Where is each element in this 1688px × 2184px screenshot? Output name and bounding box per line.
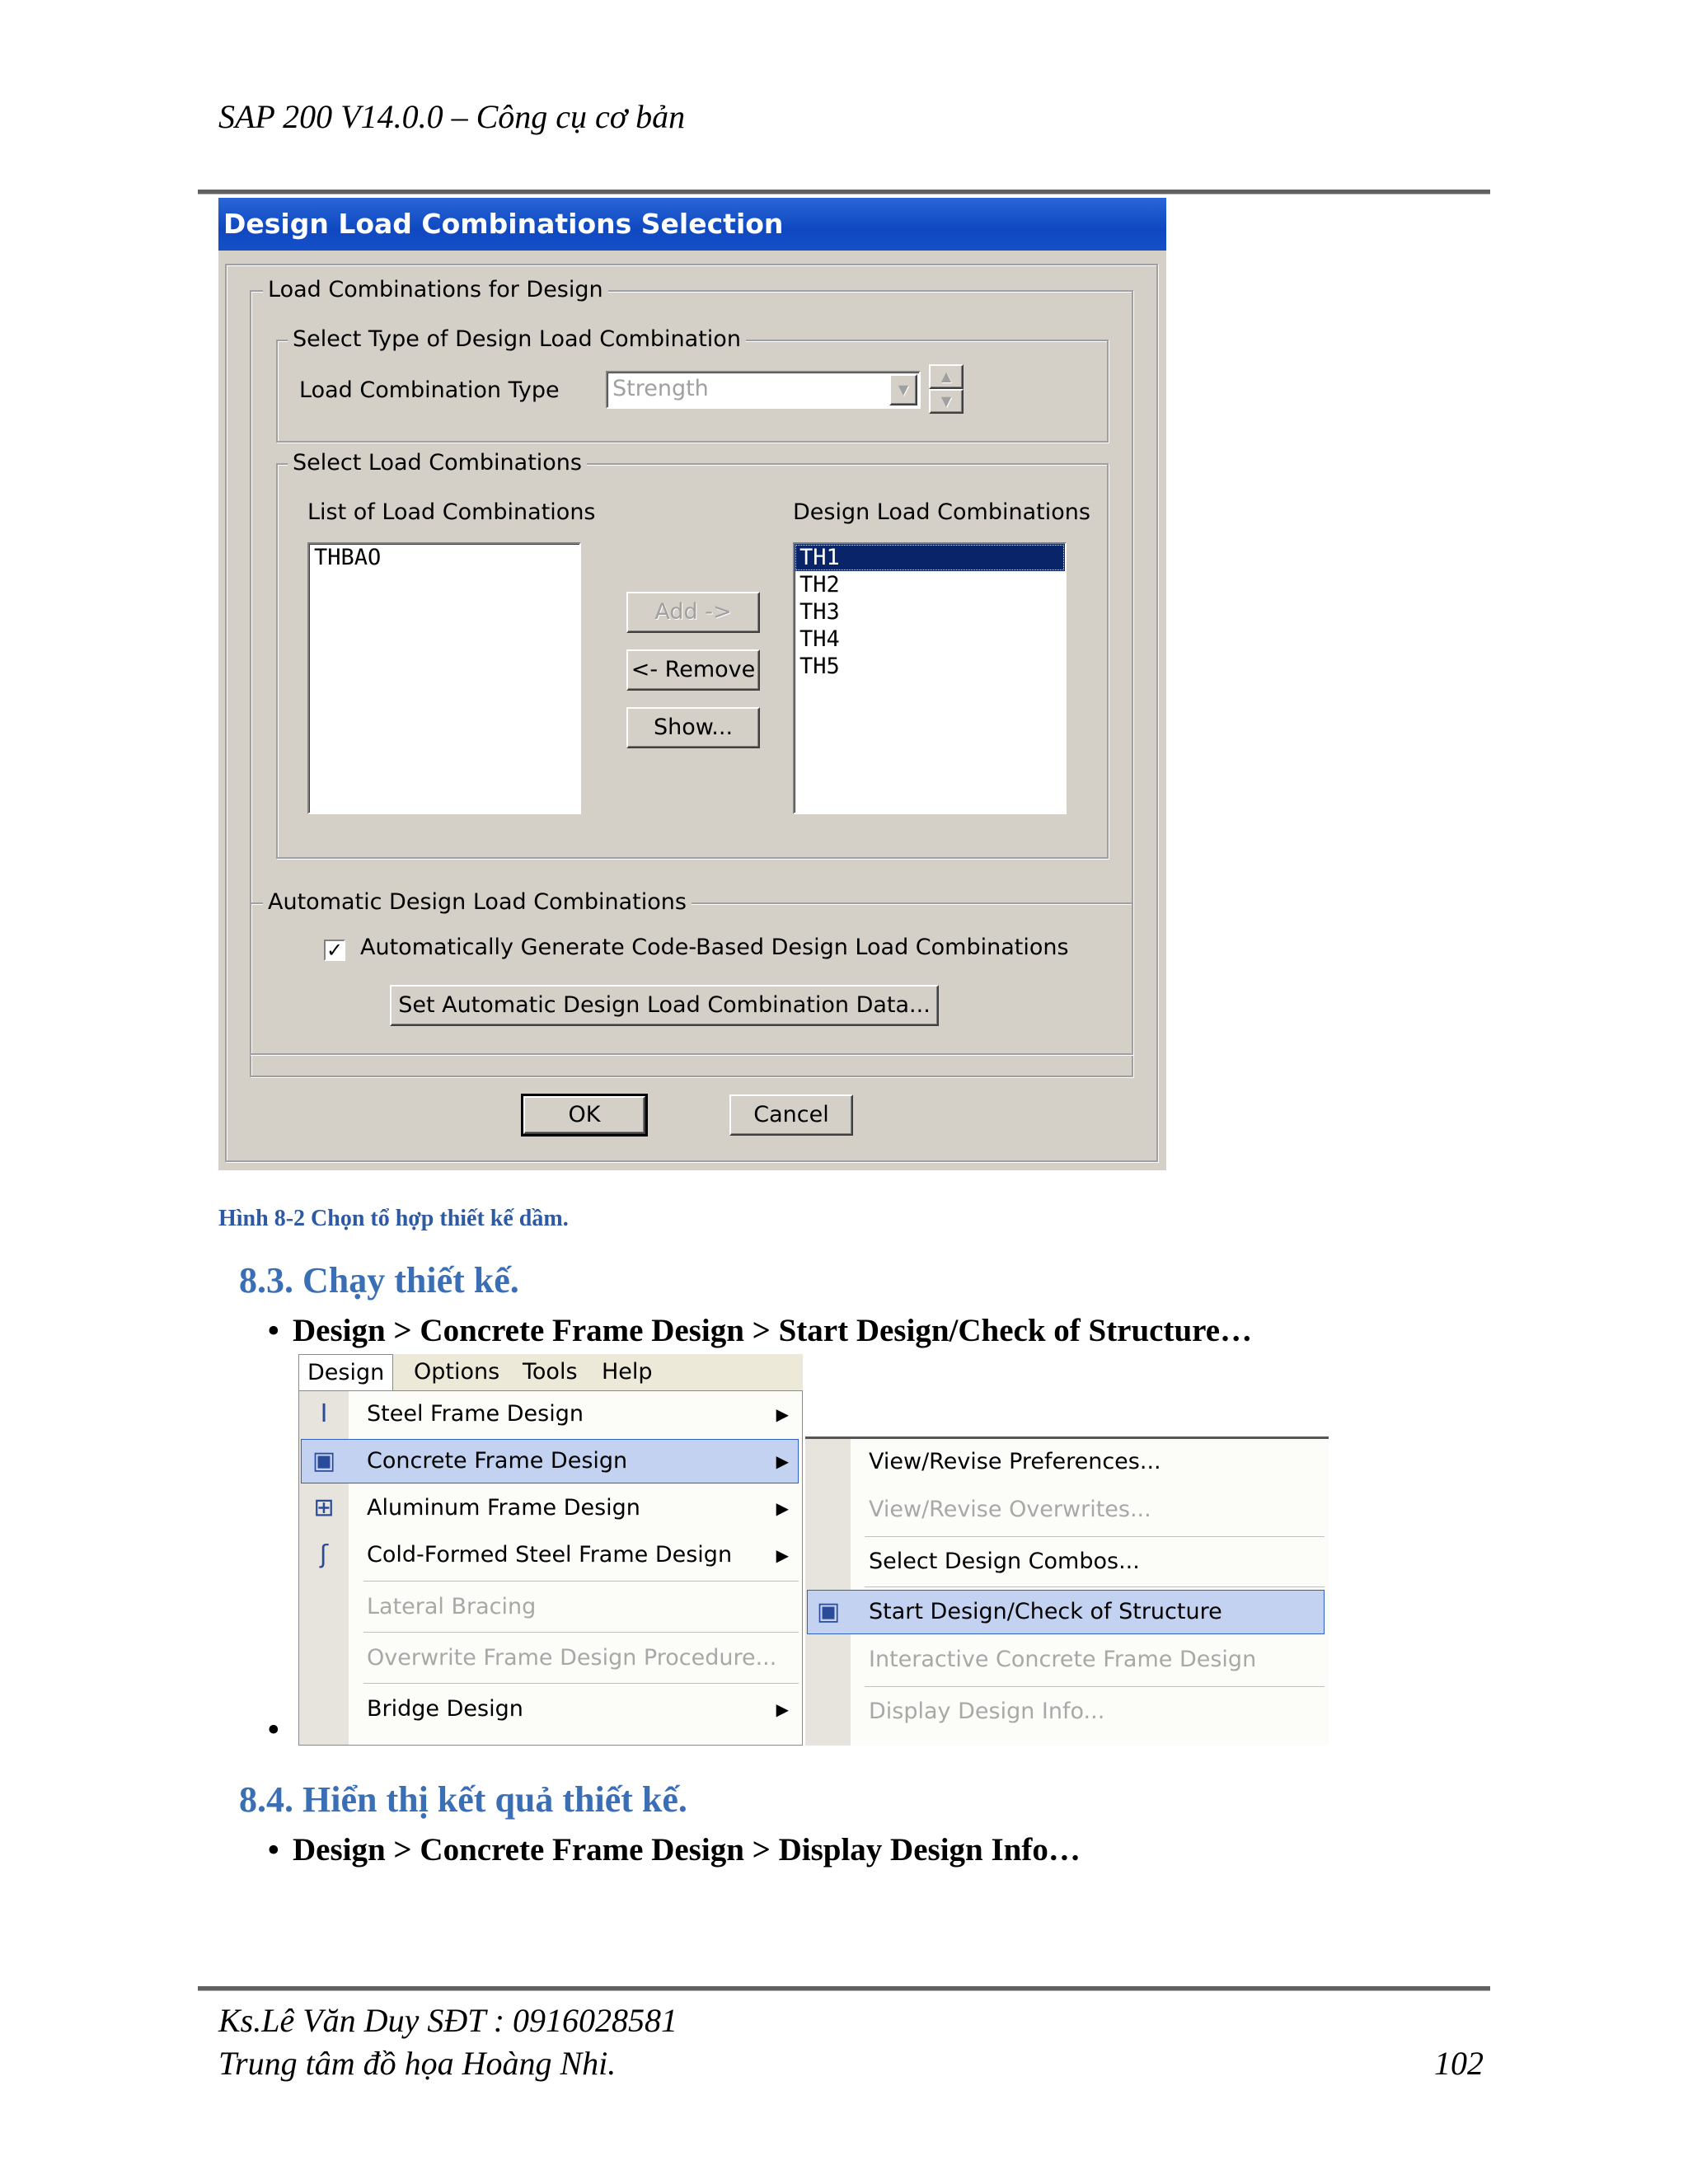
menu-tools[interactable]: Tools: [523, 1359, 578, 1385]
list-of-load-combinations-label: List of Load Combinations: [307, 499, 596, 525]
cancel-button[interactable]: Cancel: [729, 1094, 853, 1136]
page-header-title: SAP 200 V14.0.0 – Công cụ cơ bản: [218, 98, 686, 135]
submenu-item-select-design-combos[interactable]: Select Design Combos...: [869, 1549, 1140, 1574]
submenu-item-interactive-concrete-frame-design[interactable]: Interactive Concrete Frame Design: [869, 1647, 1257, 1672]
submenu-separator: [865, 1686, 1325, 1687]
remove-button[interactable]: <- Remove: [626, 649, 760, 691]
bullet-start-design: • Design > Concrete Frame Design > Start Design/Check of Structure…: [268, 1313, 1253, 1348]
menu-separator: [363, 1683, 799, 1684]
menu-options[interactable]: Options: [414, 1359, 500, 1385]
auto-generate-checkbox[interactable]: ✓: [324, 940, 345, 961]
design-menu-screenshot: [298, 1354, 1329, 1746]
menu-item-label: Concrete Frame Design: [367, 1448, 628, 1474]
submenu-arrow-icon: ▶: [776, 1545, 789, 1565]
figure-caption: Hình 8-2 Chọn tổ hợp thiết kế dầm.: [218, 1206, 569, 1231]
submenu-item-display-design-info[interactable]: Display Design Info...: [869, 1699, 1105, 1724]
menu-separator: [363, 1581, 799, 1582]
submenu-item-view-revise-overwrites[interactable]: View/Revise Overwrites...: [869, 1497, 1151, 1522]
design-load-combinations-label: Design Load Combinations: [793, 499, 1090, 525]
dialog-title-bar: Design Load Combinations Selection: [218, 198, 1166, 251]
spin-up-icon[interactable]: ▲: [929, 364, 964, 389]
bullet-display-design-info: • Design > Concrete Frame Design > Display Design Info…: [268, 1832, 1081, 1868]
list-item[interactable]: THBAO: [314, 545, 382, 570]
design-dropdown: [298, 1390, 803, 1746]
group-select-load-combinations-legend: Select Load Combinations: [288, 450, 587, 476]
submenu-separator: [865, 1536, 1325, 1537]
group-select-type-legend: Select Type of Design Load Combination: [288, 326, 746, 352]
submenu-item-start-design-check[interactable]: Start Design/Check of Structure: [869, 1599, 1222, 1624]
ok-button[interactable]: OK: [523, 1096, 645, 1134]
section-heading-8-3: 8.3. Chạy thiết kế.: [239, 1260, 519, 1301]
aluminum-frame-icon: ⊞: [313, 1493, 335, 1522]
show-button[interactable]: Show...: [626, 707, 760, 748]
design-load-combinations-listbox[interactable]: [793, 542, 1067, 814]
list-item[interactable]: TH2: [799, 572, 840, 598]
auto-generate-label: Automatically Generate Code-Based Design Load Combinations: [360, 935, 1069, 960]
submenu-arrow-icon: ▶: [776, 1451, 789, 1471]
submenu-item-view-revise-preferences[interactable]: View/Revise Preferences...: [869, 1449, 1161, 1474]
concrete-frame-icon: ▣: [312, 1446, 336, 1475]
cold-formed-icon: ʃ: [319, 1540, 329, 1569]
list-of-load-combinations-listbox[interactable]: [307, 542, 581, 814]
load-combination-type-label: Load Combination Type: [299, 377, 560, 403]
submenu-separator: [865, 1586, 1325, 1587]
list-item[interactable]: TH3: [799, 599, 840, 625]
empty-bullet: •: [268, 1712, 279, 1747]
menu-item-overwrite-frame-design-procedure[interactable]: Overwrite Frame Design Procedure...: [367, 1645, 777, 1671]
menu-design[interactable]: Design: [298, 1354, 393, 1390]
group-load-combinations-legend: Load Combinations for Design: [263, 277, 608, 302]
menu-item-aluminum-frame-design[interactable]: [349, 1485, 800, 1531]
footer-author: Ks.Lê Văn Duy SĐT : 0916028581: [218, 2002, 678, 2039]
submenu-arrow-icon: ▶: [776, 1404, 789, 1424]
list-item-selected[interactable]: TH1: [795, 544, 1065, 571]
menu-item-label: Cold-Formed Steel Frame Design: [367, 1542, 733, 1568]
group-automatic-combinations-legend: Automatic Design Load Combinations: [263, 889, 692, 915]
page-number: 102: [1434, 2045, 1484, 2082]
menu-item-lateral-bracing[interactable]: Lateral Bracing: [367, 1594, 537, 1619]
load-combination-type-value: Strength: [612, 376, 709, 401]
menu-item-label: Bridge Design: [367, 1696, 523, 1722]
menu-separator: [363, 1632, 799, 1633]
menu-item-concrete-frame-design[interactable]: [349, 1438, 800, 1484]
menu-item-cold-formed-steel-frame-design[interactable]: [349, 1532, 800, 1578]
concrete-frame-submenu: [805, 1436, 1329, 1746]
group-automatic-combinations: [250, 902, 1133, 1055]
menu-bar: [298, 1354, 803, 1390]
spin-down-icon[interactable]: ▼: [929, 389, 964, 414]
menu-item-bridge-design[interactable]: [349, 1686, 800, 1732]
design-load-combinations-dialog: [218, 198, 1166, 1170]
bullet-display-design-info-text: Design > Concrete Frame Design > Display Design Info…: [293, 1832, 1081, 1868]
menu-item-label: Steel Frame Design: [367, 1401, 584, 1427]
header-rule: [198, 190, 1490, 194]
list-item[interactable]: TH4: [799, 626, 840, 652]
set-auto-combination-data-button[interactable]: Set Automatic Design Load Combination Data...: [390, 985, 939, 1026]
bullet-start-design-text: Design > Concrete Frame Design > Start Design/Check of Structure…: [293, 1313, 1253, 1348]
start-design-icon: ▣: [816, 1597, 841, 1626]
footer-rule: [198, 1986, 1490, 1991]
load-combination-type-dropdown[interactable]: [606, 371, 921, 409]
section-heading-8-4: 8.4. Hiển thị kết quả thiết kế.: [239, 1779, 687, 1820]
submenu-arrow-icon: ▶: [776, 1699, 789, 1719]
list-item[interactable]: TH5: [799, 654, 840, 679]
add-button[interactable]: Add ->: [626, 592, 760, 633]
menu-item-label: Aluminum Frame Design: [367, 1495, 640, 1521]
chevron-down-icon[interactable]: ▼: [889, 374, 917, 405]
steel-frame-icon: I: [320, 1399, 328, 1428]
menu-item-steel-frame-design[interactable]: [349, 1391, 800, 1437]
menu-help[interactable]: Help: [602, 1359, 653, 1385]
footer-center: Trung tâm đồ họa Hoàng Nhi.: [218, 2045, 617, 2082]
submenu-arrow-icon: ▶: [776, 1498, 789, 1518]
